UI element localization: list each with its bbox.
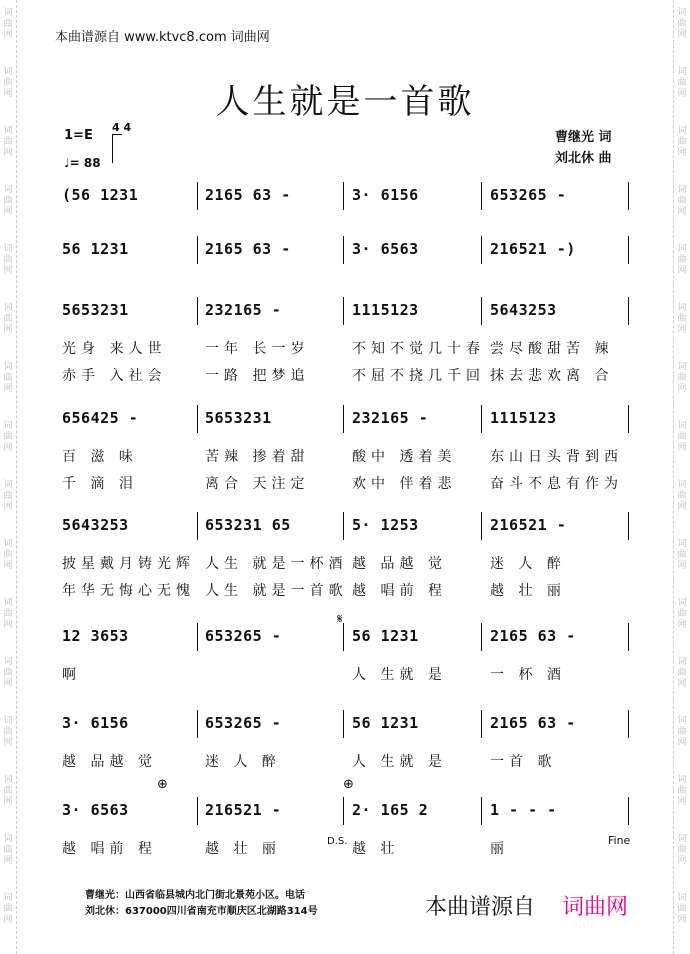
side-watermark: 词 曲 网 bbox=[3, 8, 13, 40]
barline bbox=[481, 797, 482, 825]
side-watermark: 词 曲 网 bbox=[3, 775, 13, 807]
barline bbox=[343, 512, 344, 540]
measure-notes: 216521 - bbox=[205, 801, 282, 819]
measure-notes: 56 1231 bbox=[62, 240, 129, 258]
lyric-verse-1: 丽 bbox=[490, 841, 509, 857]
side-watermark: 词 曲 网 bbox=[3, 834, 13, 866]
measure-notes: 1115123 bbox=[352, 301, 419, 319]
lyric-verse-2: 离合 天注定 bbox=[205, 476, 310, 492]
coda-mark-2: ⊕ bbox=[343, 777, 354, 792]
barline bbox=[197, 297, 198, 325]
measure-notes: 653265 - bbox=[490, 186, 567, 204]
lyric-verse-1: 迷 人 醉 bbox=[490, 556, 566, 572]
side-watermark: 词 曲 网 bbox=[677, 185, 687, 217]
measure-notes: 216521 -) bbox=[490, 240, 576, 258]
lyric-verse-2: 越 唱前 程 bbox=[352, 583, 447, 599]
lyric-verse-2: 人生 就是一首歌 bbox=[205, 583, 348, 599]
measure-notes: 3· 6563 bbox=[62, 801, 129, 819]
brand-text: 本曲谱源自 bbox=[425, 895, 536, 920]
measure-notes: 2165 63 - bbox=[205, 240, 291, 258]
coda-mark-1: ⊕ bbox=[157, 777, 168, 792]
barline bbox=[481, 182, 482, 210]
measure-notes: 3· 6156 bbox=[352, 186, 419, 204]
brand-link[interactable]: 词曲网 bbox=[562, 895, 629, 920]
lyric-verse-2: 越 壮 丽 bbox=[490, 583, 566, 599]
side-watermark: 词 曲 网 bbox=[677, 8, 687, 40]
lyric-verse-1: 越 品越 觉 bbox=[62, 754, 157, 770]
side-watermark: 词 曲 网 bbox=[3, 480, 13, 512]
composer-credit: 刘北休 曲 bbox=[555, 151, 612, 166]
lyric-verse-1: 越 壮 丽 bbox=[205, 841, 281, 857]
meter-line bbox=[112, 134, 122, 163]
measure-notes: 2165 63 - bbox=[205, 186, 291, 204]
side-watermark: 词 曲 网 bbox=[3, 893, 13, 925]
barline bbox=[628, 512, 629, 540]
lyric-verse-1: 迷 人 醉 bbox=[205, 754, 281, 770]
barline bbox=[481, 623, 482, 651]
lyric-verse-2: 年华无悔心无愧 bbox=[62, 583, 195, 599]
side-watermark: 词 曲 网 bbox=[677, 598, 687, 630]
time-signature bbox=[112, 122, 131, 134]
side-watermark: 词 曲 网 bbox=[677, 480, 687, 512]
lyric-verse-2: 欢中 伴着悲 bbox=[352, 476, 457, 492]
measure-notes: 5· 1253 bbox=[352, 516, 419, 534]
barline bbox=[481, 512, 482, 540]
side-watermark: 词 曲 网 bbox=[677, 834, 687, 866]
footer-address-2: 刘北休：637000四川省南充市顺庆区北湖路314号 bbox=[85, 906, 318, 917]
side-watermark: 词 曲 网 bbox=[677, 716, 687, 748]
barline bbox=[628, 623, 629, 651]
lyric-verse-2: 抹去悲欢离 合 bbox=[490, 368, 614, 384]
lyric-verse-1: 不知不觉几十春 bbox=[352, 341, 485, 357]
measure-notes: 5653231 bbox=[205, 409, 272, 427]
lyric-verse-1: 光身 来人世 bbox=[62, 341, 167, 357]
lyric-verse-1: 啊 bbox=[62, 667, 81, 683]
side-watermark: 词 曲 网 bbox=[3, 185, 13, 217]
lyric-verse-1: 东山日头背到西 bbox=[490, 449, 623, 465]
barline bbox=[343, 236, 344, 264]
measure-notes: 216521 - bbox=[490, 516, 567, 534]
measure-notes: 1 - - - bbox=[490, 801, 557, 819]
tempo-marking: ♩= 88 bbox=[64, 156, 101, 170]
barline bbox=[628, 182, 629, 210]
barline bbox=[343, 797, 344, 825]
side-watermark: 词 曲 网 bbox=[3, 303, 13, 335]
barline bbox=[197, 512, 198, 540]
side-watermark: 词 曲 网 bbox=[3, 598, 13, 630]
barline bbox=[628, 297, 629, 325]
measure-notes: 12 3653 bbox=[62, 627, 129, 645]
lyric-verse-1: 苦辣 掺着甜 bbox=[205, 449, 310, 465]
barline bbox=[343, 297, 344, 325]
footer-address-1: 曹继光：山西省临县城内北门街北景苑小区。电话 bbox=[85, 890, 305, 901]
barline bbox=[343, 710, 344, 738]
measure-notes: 653265 - bbox=[205, 714, 282, 732]
barline bbox=[197, 182, 198, 210]
lyric-verse-2: 一路 把梦追 bbox=[205, 368, 310, 384]
fine-mark: Fine bbox=[608, 834, 631, 847]
measure-notes: 653231 65 bbox=[205, 516, 291, 534]
barline bbox=[197, 623, 198, 651]
measure-notes: (56 1231 bbox=[62, 186, 139, 204]
measure-notes: 653265 - bbox=[205, 627, 282, 645]
side-watermark: 词 曲 网 bbox=[3, 539, 13, 571]
source-line[interactable]: 本曲谱源自 www.ktvc8.com 词曲网 bbox=[55, 30, 270, 45]
lyric-verse-1: 尝尽酸甜苦 辣 bbox=[490, 341, 614, 357]
barline bbox=[343, 623, 344, 651]
right-margin bbox=[673, 0, 690, 954]
measure-notes: 2165 63 - bbox=[490, 714, 576, 732]
side-watermark: 词 曲 网 bbox=[3, 362, 13, 394]
measure-notes: 56 1231 bbox=[352, 627, 419, 645]
side-watermark: 词 曲 网 bbox=[677, 893, 687, 925]
lyric-verse-1: 人生 就是一杯酒 bbox=[205, 556, 348, 572]
lyric-verse-1: 越 壮 bbox=[352, 841, 400, 857]
side-watermark: 词 曲 网 bbox=[3, 716, 13, 748]
lyric-verse-1: 披星戴月铸光辉 bbox=[62, 556, 195, 572]
barline bbox=[481, 405, 482, 433]
lyric-verse-2: 不屈不挠几千回 bbox=[352, 368, 485, 384]
side-watermark: 词 曲 网 bbox=[677, 303, 687, 335]
lyric-verse-1: 人 生就 是 bbox=[352, 754, 447, 770]
measure-notes: 1115123 bbox=[490, 409, 557, 427]
barline bbox=[197, 236, 198, 264]
measure-notes: 232165 - bbox=[205, 301, 282, 319]
barline bbox=[481, 710, 482, 738]
lyric-verse-1: 越 唱前 程 bbox=[62, 841, 157, 857]
barline bbox=[197, 405, 198, 433]
measure-notes: 5653231 bbox=[62, 301, 129, 319]
page-title: 人生就是一首歌 bbox=[215, 82, 475, 122]
measure-notes: 3· 6563 bbox=[352, 240, 419, 258]
lyricist-credit: 曹继光 词 bbox=[555, 130, 612, 145]
side-watermark: 词 曲 网 bbox=[677, 775, 687, 807]
side-watermark: 词 曲 网 bbox=[677, 244, 687, 276]
lyric-verse-1: 酸中 透着美 bbox=[352, 449, 457, 465]
measure-notes: 2· 165 2 bbox=[352, 801, 429, 819]
barline bbox=[628, 797, 629, 825]
barline bbox=[481, 297, 482, 325]
side-watermark: 词 曲 网 bbox=[3, 657, 13, 689]
barline bbox=[197, 797, 198, 825]
barline bbox=[628, 710, 629, 738]
key-signature: 1=E bbox=[64, 128, 93, 143]
barline bbox=[628, 236, 629, 264]
lyric-verse-1: 人 生就 是 bbox=[352, 667, 447, 683]
lyric-verse-1: 一首 歌 bbox=[490, 754, 557, 770]
lyric-verse-1: 越 品越 觉 bbox=[352, 556, 447, 572]
measure-notes: 3· 6156 bbox=[62, 714, 129, 732]
barline bbox=[197, 710, 198, 738]
measure-notes: 5643253 bbox=[62, 516, 129, 534]
lyric-verse-2: 千 滴 泪 bbox=[62, 476, 138, 492]
side-watermark: 词 曲 网 bbox=[677, 539, 687, 571]
side-watermark: 词 曲 网 bbox=[677, 657, 687, 689]
barline bbox=[343, 405, 344, 433]
lyric-verse-1: 一 杯 酒 bbox=[490, 667, 566, 683]
lyric-verse-2: 奋斗不息有作为 bbox=[490, 476, 623, 492]
ds-mark: D.S. bbox=[327, 836, 348, 847]
side-watermark: 词 曲 网 bbox=[3, 67, 13, 99]
side-watermark: 词 曲 网 bbox=[677, 421, 687, 453]
barline bbox=[343, 182, 344, 210]
segno-mark: 𝄋 bbox=[337, 612, 343, 627]
left-margin bbox=[0, 0, 17, 954]
side-watermark: 词 曲 网 bbox=[3, 126, 13, 158]
measure-notes: 56 1231 bbox=[352, 714, 419, 732]
barline bbox=[481, 236, 482, 264]
barline bbox=[628, 405, 629, 433]
side-watermark: 词 曲 网 bbox=[3, 244, 13, 276]
meter-bottom: 4 bbox=[123, 121, 132, 134]
lyric-verse-1: 百 滋 味 bbox=[62, 449, 138, 465]
side-watermark: 词 曲 网 bbox=[3, 421, 13, 453]
measure-notes: 2165 63 - bbox=[490, 627, 576, 645]
lyric-verse-1: 一年 长一岁 bbox=[205, 341, 310, 357]
measure-notes: 656425 - bbox=[62, 409, 139, 427]
side-watermark: 词 曲 网 bbox=[677, 67, 687, 99]
measure-notes: 5643253 bbox=[490, 301, 557, 319]
lyric-verse-2: 赤手 入社会 bbox=[62, 368, 167, 384]
side-watermark: 词 曲 网 bbox=[677, 126, 687, 158]
meter-top: 4 bbox=[112, 121, 120, 134]
measure-notes: 232165 - bbox=[352, 409, 429, 427]
side-watermark: 词 曲 网 bbox=[677, 362, 687, 394]
